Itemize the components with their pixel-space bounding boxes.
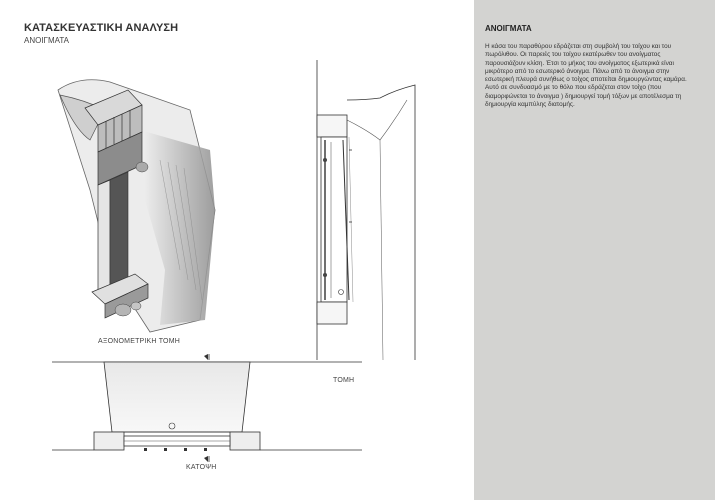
plan-drawing bbox=[52, 350, 362, 465]
plan-caption: ΚΑΤΟΨΗ bbox=[186, 464, 217, 471]
description-panel bbox=[474, 0, 715, 500]
page-title: ΚΑΤΑΣΚΕΥΑΣΤΙΚΗ ΑΝΑΛΥΣΗ bbox=[24, 22, 179, 34]
section-caption: ΤΟΜΗ bbox=[333, 377, 355, 384]
axonometric-section-drawing bbox=[50, 70, 220, 335]
panel-body-text: Η κάσα του παραθύρου εδράζεται στη συμβολή του τοίχου και του πωρόλιθου. Οι παρειές του τοίχου εκατέρωθεν του ανοίγματος παρουσιάζουν κλίση. Έτσι το μήκος του ανοίγματος εξωτερικά είναι μικρότερο από το εσωτερικό άνοιγμα. Πάνω από το άνοιγμα στην εσωτερική πλευρά συνήθως ο τοίχος αποτείται δημιουργώντας καμάρα. Αυτό σε συνδυασμό με το θόλο που εδράζεται στον τοίχο (που διαμορφώνεται το άνοιγμα ) δημιουργεί τομή τόξων με αποτέλεσμα τη δημιουργία καμπύλης διατομής. bbox=[485, 43, 687, 109]
panel-heading: ΑΝΟΙΓΜΑΤΑ bbox=[485, 24, 532, 33]
axonometric-caption: ΑΞΟΝΟΜΕΤΡΙΚΗ ΤΟΜΗ bbox=[98, 338, 180, 345]
section-drawing bbox=[295, 60, 425, 360]
page-subtitle: ΑΝΟΙΓΜΑΤΑ bbox=[24, 36, 69, 45]
